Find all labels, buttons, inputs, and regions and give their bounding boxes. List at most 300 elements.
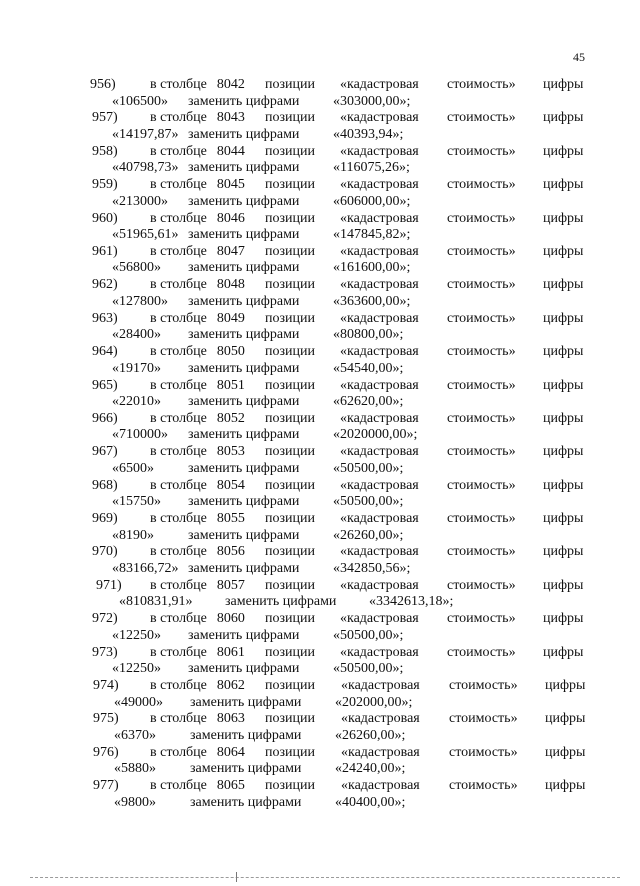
value-label: стоимость» <box>447 477 516 493</box>
column-word: в столбце <box>150 644 207 660</box>
column-word: в столбце <box>150 744 207 760</box>
cadastral-label: «кадастровая <box>340 577 419 593</box>
new-value: «116075,26»; <box>333 160 410 176</box>
replace-label: заменить цифрами <box>188 627 300 643</box>
value-label: стоимость» <box>447 644 516 660</box>
amendment-line-1 <box>0 109 640 126</box>
cadastral-label: «кадастровая <box>340 544 419 560</box>
digits-label: цифры <box>543 644 584 660</box>
column-word: в столбце <box>150 143 207 159</box>
position-label: позиции <box>265 77 315 92</box>
replace-label: заменить цифрами <box>188 160 300 176</box>
new-value: «24240,00»; <box>335 761 406 777</box>
column-label <box>150 644 245 661</box>
new-value: «40400,00»; <box>335 794 406 810</box>
amendment-item <box>0 109 640 142</box>
replace-label: заменить цифрами <box>190 761 302 777</box>
amendment-item <box>0 176 640 209</box>
amendment-item <box>0 143 640 176</box>
replace-label: заменить цифрами <box>225 594 337 610</box>
replace-label: заменить цифрами <box>190 694 302 710</box>
amendment-line-2 <box>0 794 640 811</box>
replace-label: заменить цифрами <box>188 227 300 243</box>
position-label: позиции <box>265 577 315 593</box>
digits-label: цифры <box>543 577 584 593</box>
item-number: 976) <box>93 744 119 760</box>
amendment-line-1 <box>0 210 640 227</box>
amendment-line-2 <box>0 360 640 377</box>
column-number: 8050 <box>216 344 245 360</box>
amendment-line-2 <box>0 293 640 310</box>
amendment-line-1 <box>0 744 640 761</box>
replace-label: заменить цифрами <box>188 427 300 443</box>
cadastral-label: «кадастровая <box>340 310 419 326</box>
amendment-line-1 <box>0 143 640 160</box>
amendment-line-1 <box>0 443 640 460</box>
new-value: «342850,56»; <box>333 560 411 576</box>
cadastral-label: «кадастровая <box>340 77 419 92</box>
digits-label: цифры <box>543 143 584 159</box>
value-label: стоимость» <box>447 410 516 426</box>
amendment-item <box>0 210 640 243</box>
new-value: «50500,00»; <box>333 661 404 677</box>
amendment-item <box>0 510 640 543</box>
value-label: стоимость» <box>447 310 516 326</box>
amendment-line-1 <box>0 243 640 260</box>
cadastral-label: «кадастровая <box>340 177 419 193</box>
replace-label: заменить цифрами <box>188 460 300 476</box>
column-word: в столбце <box>150 678 207 694</box>
old-value: «8190» <box>112 527 154 543</box>
new-value: «147845,82»; <box>333 227 411 243</box>
amendment-line-2 <box>0 527 640 544</box>
amendment-line-2 <box>0 727 640 744</box>
digits-label: цифры <box>543 544 584 560</box>
position-label: позиции <box>265 611 315 627</box>
replace-label: заменить цифрами <box>188 527 300 543</box>
amendment-line-1 <box>0 610 640 627</box>
item-number: 972) <box>92 611 118 627</box>
column-label <box>150 210 245 227</box>
column-label <box>150 276 245 293</box>
amendment-item <box>0 310 640 343</box>
amendment-line-1 <box>0 410 640 427</box>
amendment-line-2 <box>0 259 640 276</box>
position-label: позиции <box>265 711 315 727</box>
amendment-line-2 <box>0 627 640 644</box>
column-word: в столбце <box>150 444 207 460</box>
item-number: 967) <box>92 444 118 460</box>
column-number: 8057 <box>216 577 245 593</box>
replace-label: заменить цифрами <box>188 661 300 677</box>
amendment-line-2 <box>0 159 640 176</box>
value-label: стоимость» <box>447 177 516 193</box>
column-label <box>150 443 245 460</box>
position-label: позиции <box>265 377 315 393</box>
amendment-line-2 <box>0 760 640 777</box>
column-word: в столбце <box>150 778 207 794</box>
new-value: «26260,00»; <box>333 527 404 543</box>
item-number: 977) <box>93 778 119 794</box>
position-label: позиции <box>265 110 315 126</box>
value-label: стоимость» <box>447 143 516 159</box>
column-number: 8062 <box>216 678 245 694</box>
column-word: в столбце <box>150 344 207 360</box>
cadastral-label: «кадастровая <box>340 611 419 627</box>
value-label: стоимость» <box>447 210 516 226</box>
old-value: «810831,91» <box>119 594 193 610</box>
old-value: «710000» <box>112 427 168 443</box>
new-value: «3342613,18»; <box>369 594 454 610</box>
amendment-line-1 <box>0 710 640 727</box>
new-value: «62620,00»; <box>333 394 404 410</box>
old-value: «56800» <box>112 260 161 276</box>
replace-label: заменить цифрами <box>188 394 300 410</box>
column-label <box>150 577 245 594</box>
item-number: 965) <box>92 377 118 393</box>
amendment-item <box>0 410 640 443</box>
amendment-item <box>0 276 640 309</box>
digits-label: цифры <box>543 477 584 493</box>
cadastral-label: «кадастровая <box>341 678 420 694</box>
item-number: 969) <box>92 511 118 527</box>
amendment-line-2 <box>0 460 640 477</box>
amendment-item <box>0 477 640 510</box>
value-label: стоимость» <box>447 544 516 560</box>
digits-label: цифры <box>543 511 584 527</box>
item-number: 956) <box>90 77 116 92</box>
column-number: 8056 <box>216 544 245 560</box>
new-value: «202000,00»; <box>335 694 413 710</box>
new-value: «80800,00»; <box>333 327 404 343</box>
bottom-divider <box>30 877 620 878</box>
digits-label: цифры <box>543 177 584 193</box>
amendment-line-1 <box>0 343 640 360</box>
column-word: в столбце <box>150 544 207 560</box>
position-label: позиции <box>265 644 315 660</box>
new-value: «40393,94»; <box>333 126 404 142</box>
amendment-line-1 <box>0 310 640 327</box>
cadastral-label: «кадастровая <box>340 410 419 426</box>
new-value: «26260,00»; <box>335 727 406 743</box>
amendment-item <box>0 577 640 610</box>
column-label <box>150 310 245 327</box>
column-word: в столбце <box>150 277 207 293</box>
cadastral-label: «кадастровая <box>340 477 419 493</box>
old-value: «19170» <box>112 360 161 376</box>
position-label: позиции <box>265 744 315 760</box>
item-number: 975) <box>93 711 119 727</box>
old-value: «12250» <box>112 627 161 643</box>
amendment-line-2 <box>0 393 640 410</box>
column-label <box>150 477 245 494</box>
position-label: позиции <box>265 477 315 493</box>
item-number: 964) <box>92 344 118 360</box>
column-label <box>150 777 245 794</box>
column-label <box>150 109 245 126</box>
amendment-line-2 <box>0 694 640 711</box>
position-label: позиции <box>265 143 315 159</box>
digits-label: цифры <box>545 778 586 794</box>
new-value: «50500,00»; <box>333 494 404 510</box>
item-number: 970) <box>92 544 118 560</box>
old-value: «213000» <box>112 193 168 209</box>
old-value: «22010» <box>112 394 161 410</box>
column-label <box>150 143 245 160</box>
column-word: в столбце <box>150 611 207 627</box>
amendment-item <box>0 343 640 376</box>
column-number: 8044 <box>216 143 245 159</box>
column-word: в столбце <box>150 511 207 527</box>
old-value: «6500» <box>112 460 154 476</box>
amendment-list <box>0 76 640 811</box>
amendment-line-2 <box>0 326 640 343</box>
column-label <box>150 543 245 560</box>
column-number: 8046 <box>216 210 245 226</box>
amendment-item <box>0 443 640 476</box>
position-label: позиции <box>265 544 315 560</box>
value-label: стоимость» <box>447 577 516 593</box>
amendment-item <box>0 377 640 410</box>
column-number: 8049 <box>216 310 245 326</box>
digits-label: цифры <box>543 310 584 326</box>
amendment-item <box>0 610 640 643</box>
column-word: в столбце <box>150 410 207 426</box>
column-number: 8051 <box>216 377 245 393</box>
column-number: 8063 <box>216 711 245 727</box>
amendment-line-1 <box>0 510 640 527</box>
cadastral-label: «кадастровая <box>340 110 419 126</box>
column-number: 8054 <box>216 477 245 493</box>
position-label: позиции <box>265 511 315 527</box>
position-label: позиции <box>265 210 315 226</box>
value-label: стоимость» <box>447 243 516 259</box>
item-number: 962) <box>92 277 118 293</box>
position-label: позиции <box>265 310 315 326</box>
column-word: в столбце <box>150 77 207 92</box>
value-label: стоимость» <box>447 444 516 460</box>
value-label: стоимость» <box>449 744 518 760</box>
old-value: «83166,72» <box>112 560 179 576</box>
position-label: позиции <box>265 177 315 193</box>
item-number: 959) <box>92 177 118 193</box>
item-number: 957) <box>92 110 118 126</box>
column-label <box>150 377 245 394</box>
cadastral-label: «кадастровая <box>340 344 419 360</box>
old-value: «127800» <box>112 293 168 309</box>
column-label <box>150 410 245 427</box>
column-label <box>150 176 245 193</box>
bottom-tick-mark <box>236 872 237 882</box>
cadastral-label: «кадастровая <box>340 243 419 259</box>
column-label <box>150 343 245 360</box>
replace-label: заменить цифрами <box>190 727 302 743</box>
position-label: позиции <box>265 678 315 694</box>
column-number: 8042 <box>216 77 245 92</box>
digits-label: цифры <box>545 744 586 760</box>
value-label: стоимость» <box>447 377 516 393</box>
amendment-item <box>0 243 640 276</box>
old-value: «14197,87» <box>112 126 179 142</box>
amendment-line-1 <box>0 543 640 560</box>
amendment-item <box>0 744 640 777</box>
digits-label: цифры <box>543 210 584 226</box>
item-number: 974) <box>93 678 119 694</box>
column-label <box>150 744 245 761</box>
position-label: позиции <box>265 778 315 794</box>
digits-label: цифры <box>543 77 584 92</box>
replace-label: заменить цифрами <box>188 260 300 276</box>
column-label <box>150 510 245 527</box>
column-number: 8060 <box>216 611 245 627</box>
new-value: «303000,00»; <box>333 93 411 109</box>
column-word: в столбце <box>150 110 207 126</box>
item-number: 963) <box>92 310 118 326</box>
amendment-line-1 <box>0 777 640 794</box>
old-value: «106500» <box>112 93 168 109</box>
digits-label: цифры <box>545 711 586 727</box>
amendment-line-2 <box>0 660 640 677</box>
new-value: «161600,00»; <box>333 260 411 276</box>
column-number: 8065 <box>216 778 245 794</box>
old-value: «40798,73» <box>112 160 179 176</box>
column-word: в столбце <box>150 243 207 259</box>
replace-label: заменить цифрами <box>188 293 300 309</box>
cadastral-label: «кадастровая <box>341 778 420 794</box>
column-word: в столбце <box>150 310 207 326</box>
column-word: в столбце <box>150 477 207 493</box>
replace-label: заменить цифрами <box>188 494 300 510</box>
amendment-line-1 <box>0 644 640 661</box>
digits-label: цифры <box>545 678 586 694</box>
amendment-line-2 <box>0 493 640 510</box>
position-label: позиции <box>265 344 315 360</box>
replace-label: заменить цифрами <box>188 327 300 343</box>
amendment-line-1 <box>0 176 640 193</box>
digits-label: цифры <box>543 444 584 460</box>
amendment-item <box>0 644 640 677</box>
amendment-line-1 <box>0 276 640 293</box>
value-label: стоимость» <box>449 678 518 694</box>
amendment-item <box>0 76 640 109</box>
column-label <box>150 710 245 727</box>
digits-label: цифры <box>543 110 584 126</box>
old-value: «49000» <box>114 694 163 710</box>
amendment-line-2 <box>0 226 640 243</box>
old-value: «51965,61» <box>112 227 179 243</box>
cadastral-label: «кадастровая <box>340 444 419 460</box>
new-value: «363600,00»; <box>333 293 411 309</box>
value-label: стоимость» <box>447 611 516 627</box>
item-number: 966) <box>92 410 118 426</box>
new-value: «54540,00»; <box>333 360 404 376</box>
cadastral-label: «кадастровая <box>341 711 420 727</box>
value-label: стоимость» <box>449 778 518 794</box>
replace-label: заменить цифрами <box>190 794 302 810</box>
amendment-line-2 <box>0 593 640 610</box>
amendment-line-2 <box>0 426 640 443</box>
value-label: стоимость» <box>447 511 516 527</box>
digits-label: цифры <box>543 410 584 426</box>
column-number: 8045 <box>216 177 245 193</box>
cadastral-label: «кадастровая <box>340 377 419 393</box>
value-label: стоимость» <box>447 344 516 360</box>
item-number: 961) <box>92 243 118 259</box>
column-label <box>150 610 245 627</box>
replace-label: заменить цифрами <box>188 360 300 376</box>
replace-label: заменить цифрами <box>188 93 300 109</box>
column-word: в столбце <box>150 377 207 393</box>
digits-label: цифры <box>543 611 584 627</box>
column-number: 8064 <box>216 744 245 760</box>
replace-label: заменить цифрами <box>188 126 300 142</box>
column-number: 8047 <box>216 243 245 259</box>
position-label: позиции <box>265 243 315 259</box>
column-label <box>150 243 245 260</box>
cadastral-label: «кадастровая <box>340 210 419 226</box>
column-number: 8053 <box>216 444 245 460</box>
old-value: «15750» <box>112 494 161 510</box>
amendment-item <box>0 543 640 576</box>
amendment-line-1 <box>0 577 640 594</box>
amendment-line-1 <box>0 677 640 694</box>
item-number: 968) <box>92 477 118 493</box>
old-value: «12250» <box>112 661 161 677</box>
replace-label: заменить цифрами <box>188 193 300 209</box>
new-value: «50500,00»; <box>333 460 404 476</box>
replace-label: заменить цифрами <box>188 560 300 576</box>
item-number: 958) <box>92 143 118 159</box>
amendment-item <box>0 777 640 810</box>
digits-label: цифры <box>543 243 584 259</box>
cadastral-label: «кадастровая <box>340 143 419 159</box>
value-label: стоимость» <box>447 277 516 293</box>
new-value: «2020000,00»; <box>333 427 418 443</box>
column-number: 8055 <box>216 511 245 527</box>
amendment-line-2 <box>0 126 640 143</box>
digits-label: цифры <box>543 377 584 393</box>
amendment-line-2 <box>0 193 640 210</box>
column-number: 8043 <box>216 110 245 126</box>
old-value: «28400» <box>112 327 161 343</box>
old-value: «9800» <box>114 794 156 810</box>
cadastral-label: «кадастровая <box>340 644 419 660</box>
column-word: в столбце <box>150 210 207 226</box>
column-label <box>150 76 245 93</box>
amendment-item <box>0 710 640 743</box>
item-number: 971) <box>96 577 122 593</box>
old-value: «6370» <box>114 727 156 743</box>
cadastral-label: «кадастровая <box>341 744 420 760</box>
column-number: 8061 <box>216 644 245 660</box>
position-label: позиции <box>265 277 315 293</box>
column-label <box>150 677 245 694</box>
amendment-line-2 <box>0 560 640 577</box>
page-number: 45 <box>573 50 585 64</box>
amendment-line-1 <box>0 477 640 494</box>
position-label: позиции <box>265 444 315 460</box>
position-label: позиции <box>265 410 315 426</box>
column-number: 8048 <box>216 277 245 293</box>
column-number: 8052 <box>216 410 245 426</box>
cadastral-label: «кадастровая <box>340 511 419 527</box>
value-label: стоимость» <box>447 110 516 126</box>
value-label: стоимость» <box>449 711 518 727</box>
amendment-item <box>0 677 640 710</box>
column-word: в столбце <box>150 711 207 727</box>
new-value: «606000,00»; <box>333 193 411 209</box>
amendment-line-1 <box>0 76 640 93</box>
